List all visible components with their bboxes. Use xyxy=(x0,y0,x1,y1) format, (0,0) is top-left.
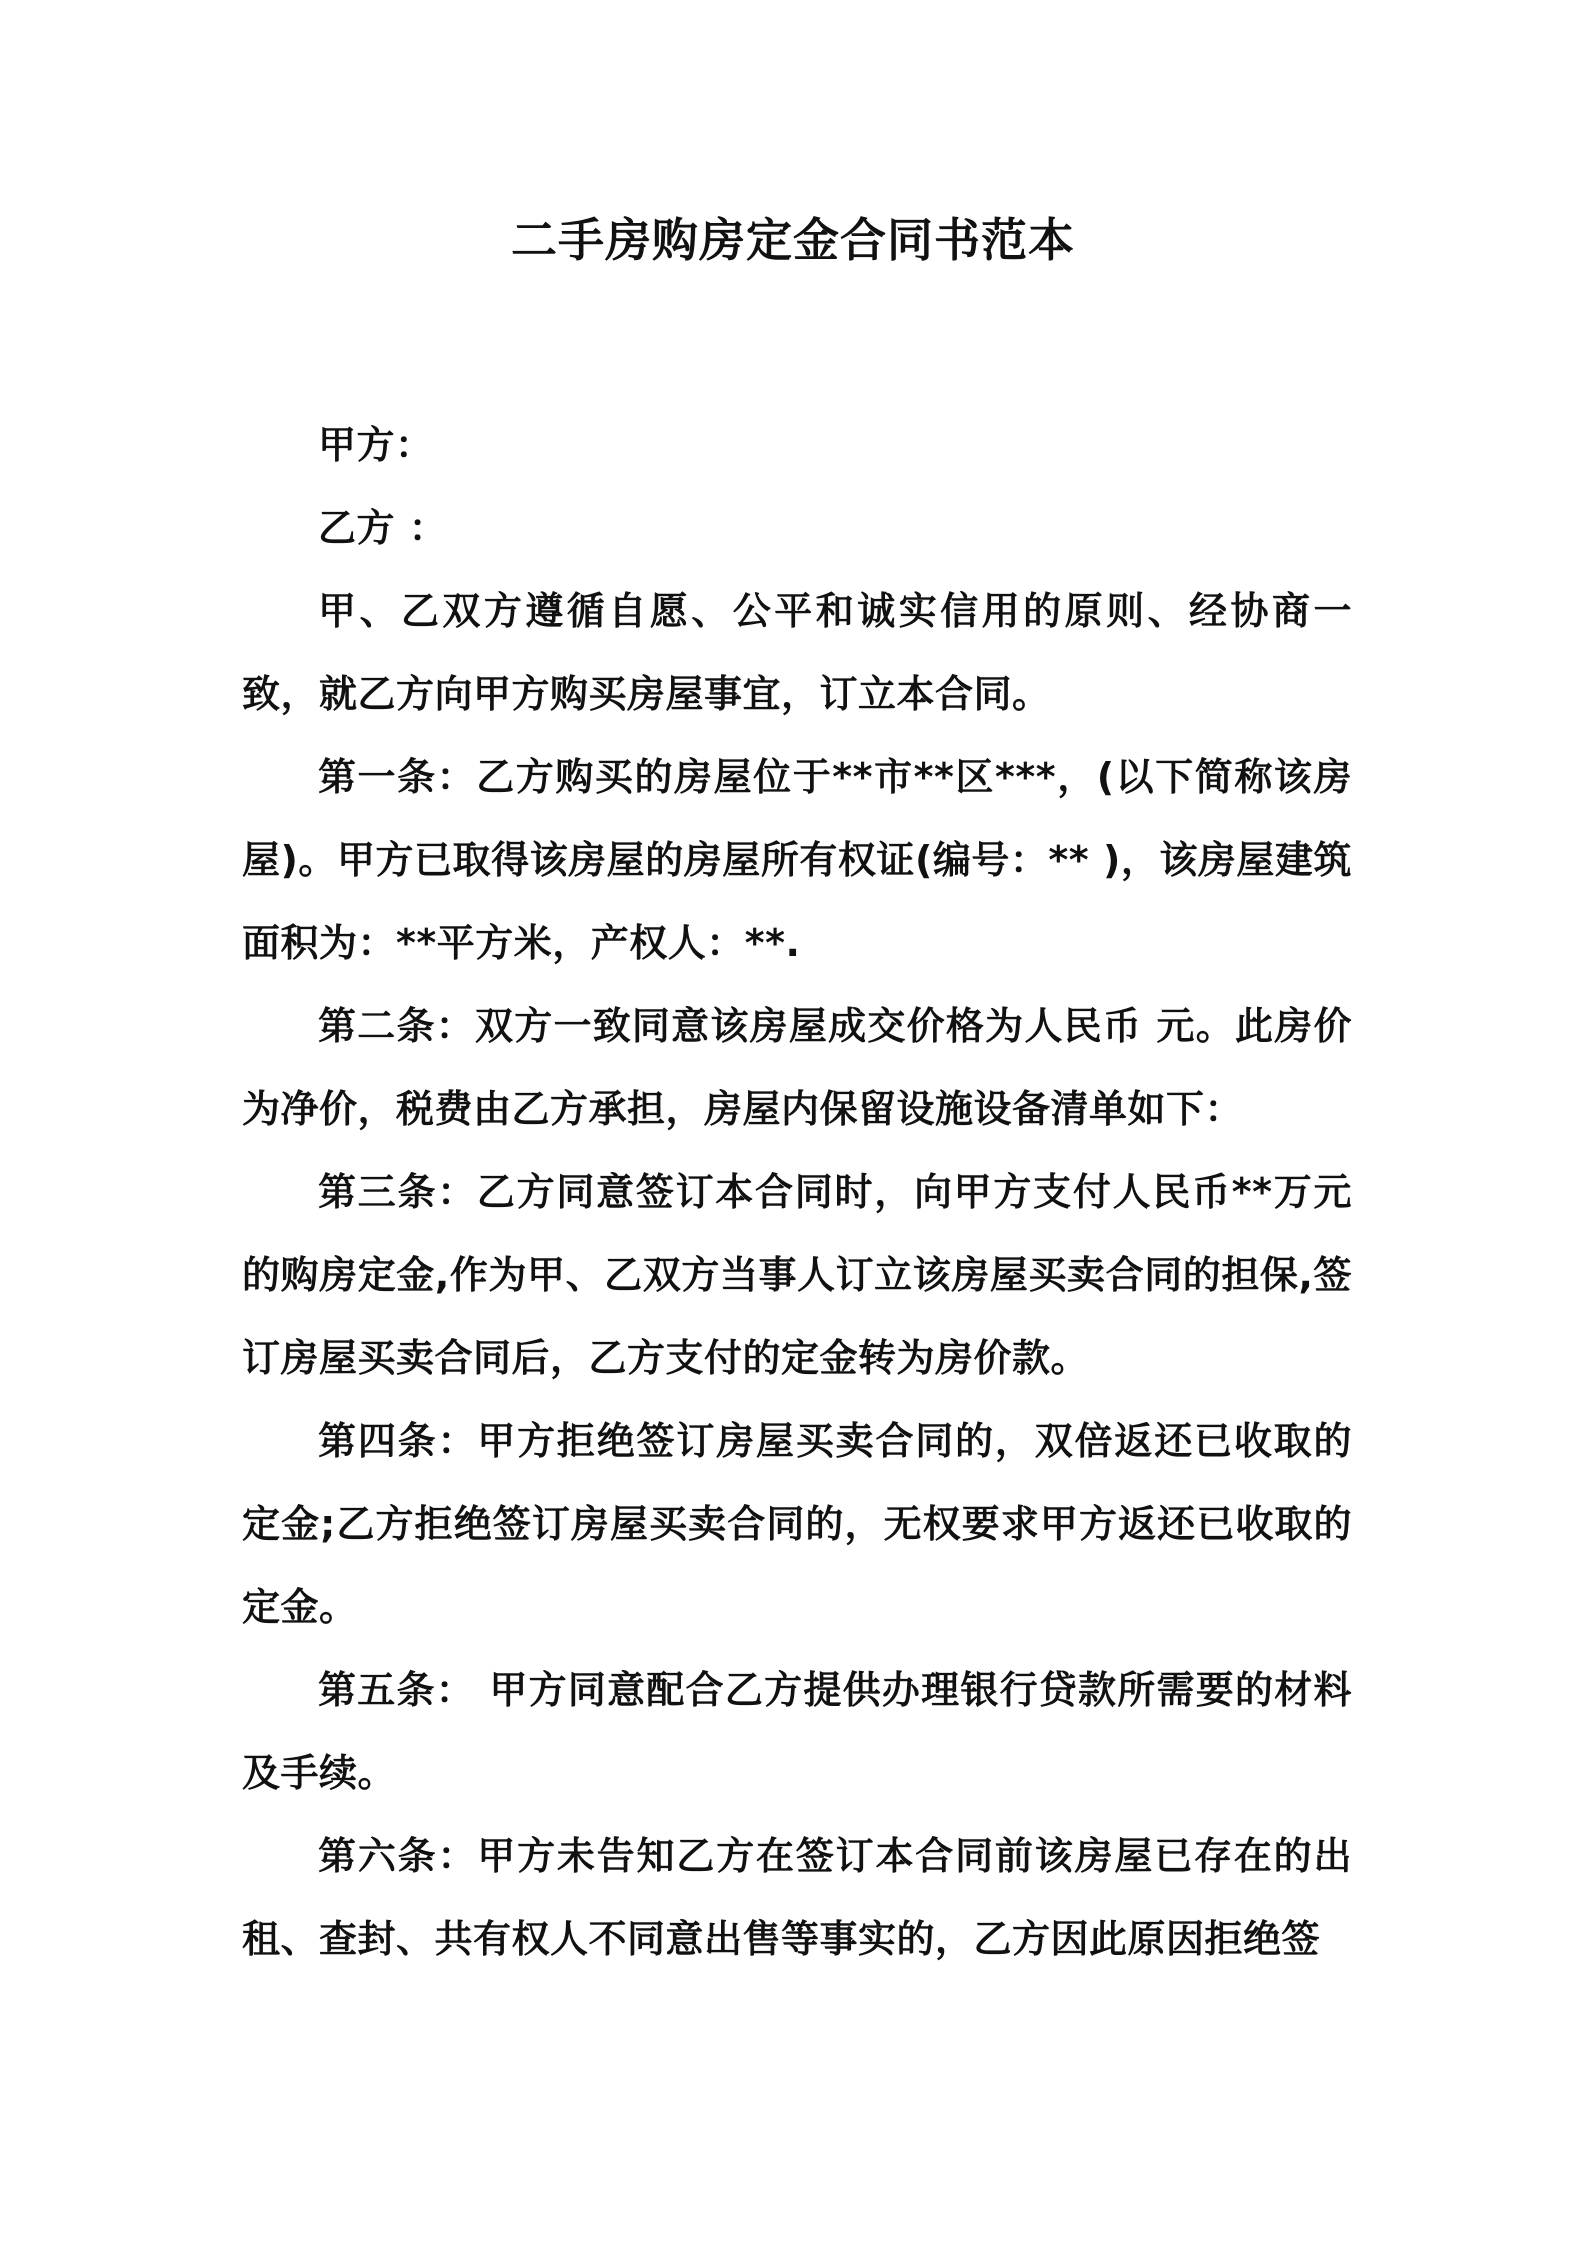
preamble-paragraph: 甲、乙双方遵循自愿、公平和诚实信用的原则、经协商一致，就乙方向甲方购买房屋事宜，订立本合同。 xyxy=(242,589,1352,716)
party-a-line: 甲方： xyxy=(318,423,434,467)
article-2-paragraph: 第二条：双方一致同意该房屋成交价格为人民币 元。此房价为净价，税费由乙方承担，房屋内保留设施设备清单如下： xyxy=(242,1004,1352,1131)
article-6-paragraph: 第六条：甲方未告知乙方在签订本合同前该房屋已存在的出租、查封、共有权人不同意出售等事实的，乙方因此原因拒绝签 xyxy=(242,1834,1352,1961)
article-5-paragraph: 第五条： 甲方同意配合乙方提供办理银行贷款所需要的材料及手续。 xyxy=(242,1668,1352,1795)
party-b-line: 乙方 ： xyxy=(318,506,448,550)
article-3-paragraph: 第三条：乙方同意签订本合同时，向甲方支付人民币**万元的购房定金,作为甲、乙双方当事人订立该房屋买卖合同的担保,签订房屋买卖合同后，乙方支付的定金转为房价款。 xyxy=(242,1170,1352,1380)
article-4-paragraph: 第四条：甲方拒绝签订房屋买卖合同的，双倍返还已收取的定金;乙方拒绝签订房屋买卖合同的，无权要求甲方返还已收取的定金。 xyxy=(242,1419,1352,1629)
article-1-paragraph: 第一条：乙方购买的房屋位于**市**区***，(以下简称该房屋)。甲方已取得该房屋的房屋所有权证(编号：** )，该房屋建筑面积为：**平方米，产权人：**. xyxy=(242,755,1352,965)
document-body xyxy=(242,404,1352,1981)
document-title: 二手房购房定金合同书范本 xyxy=(511,213,1075,267)
